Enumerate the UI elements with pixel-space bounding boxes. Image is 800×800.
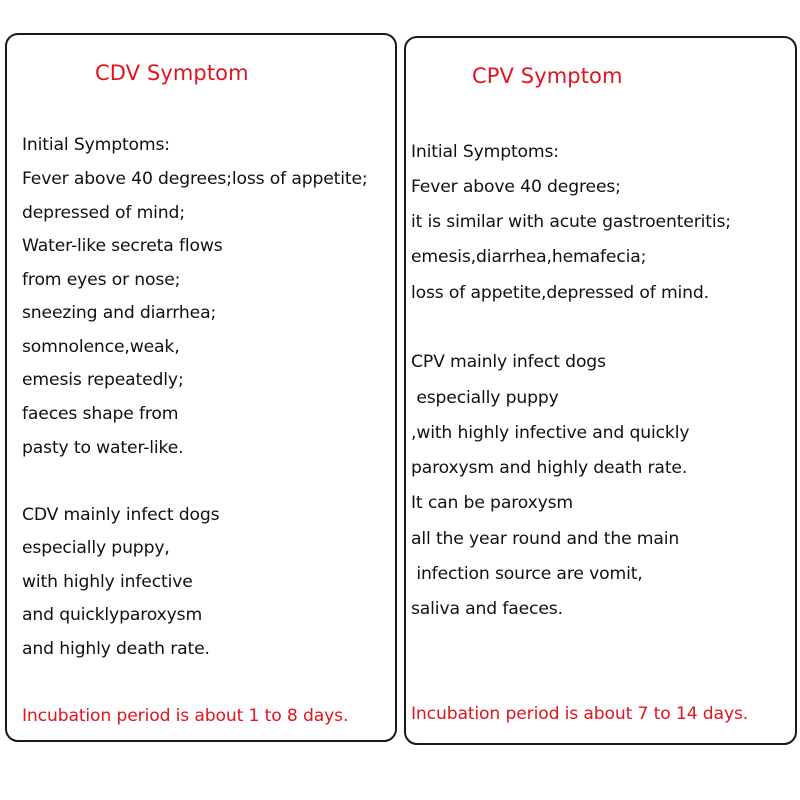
cpv-line: ,with highly infective and quickly — [411, 423, 690, 443]
cpv-line: loss of appetite,depressed of mind. — [411, 283, 709, 303]
cpv-title: CPV Symptom — [472, 64, 623, 88]
cdv-line: faeces shape from — [22, 404, 179, 424]
cdv-line: Water-like secreta flows — [22, 236, 223, 256]
cdv-line: depressed of mind; — [22, 203, 185, 223]
cdv-line: Fever above 40 degrees;loss of appetite; — [22, 169, 368, 189]
cdv-line: somnolence,weak, — [22, 337, 180, 357]
cdv-line: especially puppy, — [22, 538, 170, 558]
cdv-symptom-card — [5, 33, 397, 742]
cdv-title: CDV Symptom — [95, 61, 249, 85]
cdv-line: CDV mainly infect dogs — [22, 505, 220, 525]
cpv-incubation-note: Incubation period is about 7 to 14 days. — [411, 704, 749, 724]
cdv-line: and quicklyparoxysm — [22, 605, 203, 625]
cpv-line: emesis,diarrhea,hemafecia; — [411, 247, 647, 267]
cpv-line: especially puppy — [411, 388, 559, 408]
cpv-line: Fever above 40 degrees; — [411, 177, 621, 197]
cdv-line: Initial Symptoms: — [22, 135, 170, 155]
cpv-line: CPV mainly infect dogs — [411, 352, 606, 372]
cdv-line: with highly infective — [22, 572, 193, 592]
cpv-line: saliva and faeces. — [411, 599, 563, 619]
cpv-symptom-card — [404, 36, 797, 745]
cpv-line: paroxysm and highly death rate. — [411, 458, 688, 478]
cdv-incubation-note: Incubation period is about 1 to 8 days. — [22, 706, 349, 726]
cpv-line: It can be paroxysm — [411, 493, 574, 513]
cpv-line: all the year round and the main — [411, 529, 680, 549]
cpv-line: Initial Symptoms: — [411, 142, 559, 162]
cdv-line: emesis repeatedly; — [22, 370, 184, 390]
cdv-line: from eyes or nose; — [22, 270, 181, 290]
cpv-line: infection source are vomit, — [411, 564, 643, 584]
cdv-line: sneezing and diarrhea; — [22, 303, 217, 323]
cpv-line: it is similar with acute gastroenteritis; — [411, 212, 731, 232]
cdv-line: pasty to water-like. — [22, 438, 184, 458]
cdv-line: and highly death rate. — [22, 639, 210, 659]
